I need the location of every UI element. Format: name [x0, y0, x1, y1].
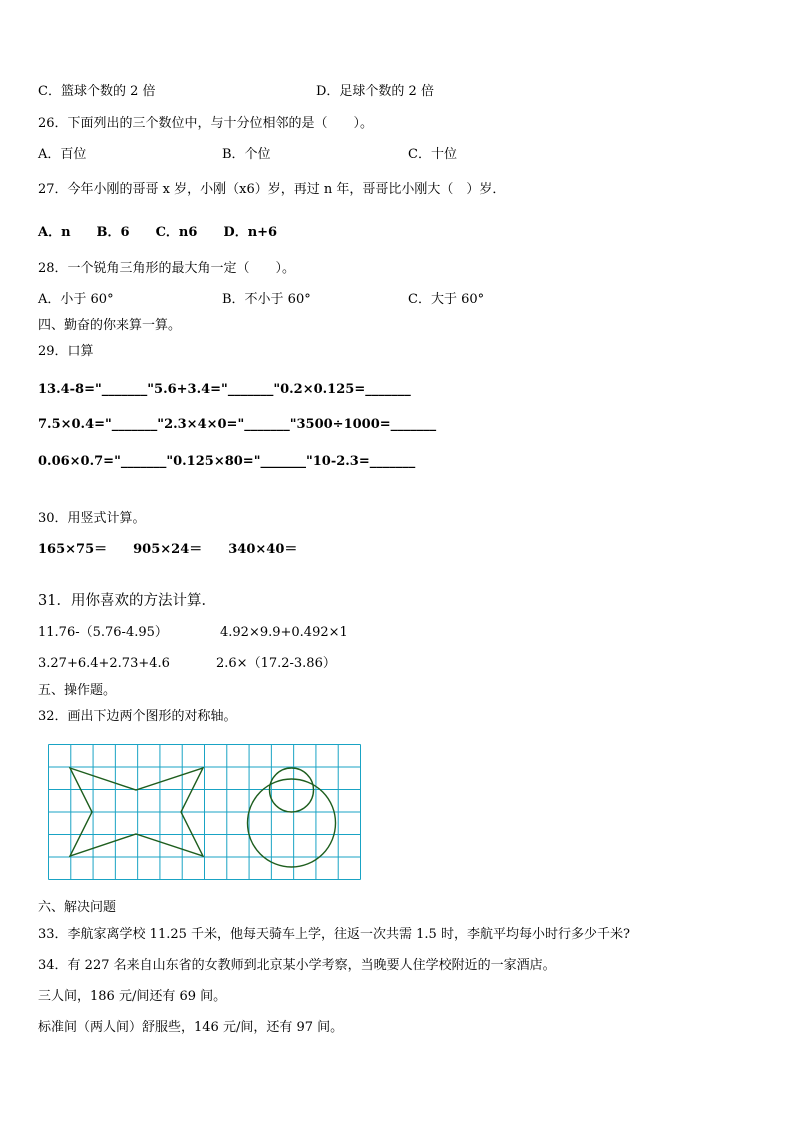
q25-option-d: D．足球个数的 2 倍	[316, 84, 434, 99]
q28-stem: 28．一个锐角三角形的最大角一定（ ）。	[38, 261, 296, 276]
q34-line-1: 三人间，186 元/间还有 69 间。	[38, 989, 227, 1004]
q26-option-c: C．十位	[408, 147, 457, 162]
q29-row-3: 0.06×0.7="_______"0.125×80="_______"10-2.3=_______	[38, 454, 416, 469]
q31-problem-b: 4.92×9.9+0.492×1	[220, 625, 348, 640]
section-4-heading: 四、勤奋的你来算一算。	[38, 318, 182, 333]
q26-option-b: B．个位	[222, 147, 271, 162]
q31-problem-a: 11.76-（5.76-4.95）	[38, 625, 168, 640]
q29-row-2: 7.5×0.4="_______"2.3×4×0="_______"3500÷1000=_______	[38, 417, 437, 432]
grid-figure	[48, 744, 361, 880]
q25-option-c: C．篮球个数的 2 倍	[38, 84, 156, 99]
q30-title: 30．用竖式计算。	[38, 511, 146, 526]
q31-problem-d: 2.6×（17.2-3.86）	[216, 656, 336, 671]
q30-problems: 165×75＝ 905×24＝ 340×40＝	[38, 542, 298, 557]
q31-problem-c: 3.27+6.4+2.73+4.6	[38, 656, 170, 671]
q28-option-b: B．不小于 60°	[222, 292, 311, 307]
section-5-heading: 五、操作题。	[38, 683, 117, 698]
q34-stem: 34．有 227 名来自山东省的女教师到北京某小学考察，当晚要人住学校附近的一家酒店。	[38, 958, 556, 973]
q28-option-a: A．小于 60°	[38, 292, 114, 307]
q32-title: 32．画出下边两个图形的对称轴。	[38, 709, 237, 724]
q29-row-1: 13.4-8="_______"5.6+3.4="_______"0.2×0.125=_______	[38, 382, 411, 397]
q28-option-c: C．大于 60°	[408, 292, 485, 307]
q27-stem: 27．今年小刚的哥哥 x 岁，小刚（x6）岁，再过 n 年，哥哥比小刚大（ ）岁．	[38, 182, 506, 197]
q34-line-2: 标准间（两人间）舒服些，146 元/间，还有 97 间。	[38, 1020, 344, 1035]
section-6-heading: 六、解决问题	[38, 900, 117, 915]
q29-title: 29．口算	[38, 344, 94, 359]
grid-lines	[49, 745, 361, 880]
large-circle	[248, 779, 336, 867]
q27-options: A．n B．6 C．n6 D．n+6	[38, 225, 278, 240]
q26-option-a: A．百位	[38, 147, 87, 162]
q33-stem: 33．李航家离学校 11.25 千米，他每天骑车上学，往返一次共需 1.5 时，李航平均每小时行多少千米?	[38, 927, 630, 942]
shapes	[70, 768, 336, 867]
q26-stem: 26．下面列出的三个数位中，与十分位相邻的是（ ）。	[38, 116, 374, 131]
q31-title: 31．用你喜欢的方法计算．	[38, 593, 216, 609]
